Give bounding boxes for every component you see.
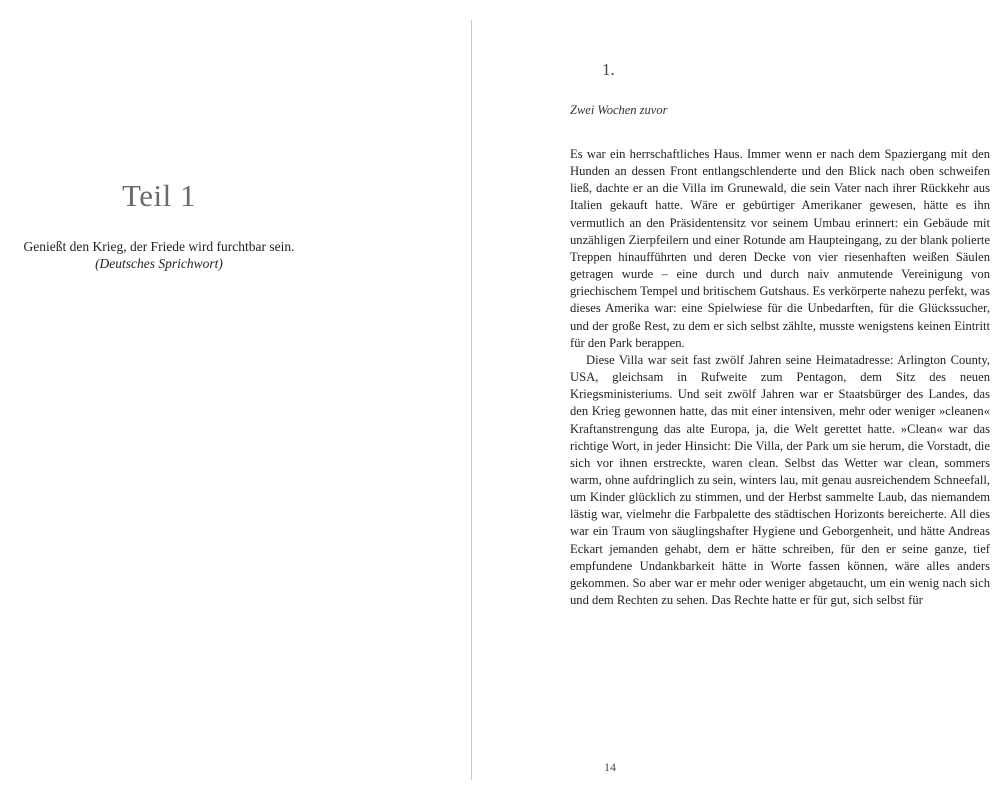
page-number: 14 — [604, 760, 616, 774]
paragraph-2: Diese Villa war seit fast zwölf Jahren seine Heimatadresse: Arlington County, USA, gleichsam in Rufweite zum Pentagon, dem Sitz des neuen Kriegsministeriums. Und seit zwölf Jahren war er Staatsbürger des Landes, das den Krieg gewonnen hatte, das mit einer intensiven, mehr oder weniger »cleanen« Kraftanstrengung das alte Europa, ja, die Welt gerettet hatte. »Clean« war das richtige Wort, in jeder Hinsicht: Die Villa, der Park um sie herum, die Vorstadt, die sich vor ihnen erstreckte, waren clean. Selbst das Wetter war clean, sommers warm, ohne aufdringlich zu sein, winters lau, mit genau ausreichendem Schneefall, um Kinder glücklich zu stimmen, und der Herbst sammelte Laub, das niemandem lästig war, vielmehr die Farbpalette des städtischen Horizonts bereicherte. All dies war ein Traum von säuglingshafter Hygiene und Geborgenheit, und hätte Andreas Eckart jemanden gehabt, dem er hätte schreiben, für den er seine ganze, tief empfundene Undankbarkeit hätte in Worte fassen können, wäre alles anders gekommen. So aber war er mehr oder weniger abgetaucht, um ein wenig nach sich und dem Rechten zu sehen. Das Rechte hatte er für gut, sich selbst für — [570, 352, 990, 608]
body-text — [570, 146, 990, 609]
epigraph-source: (Deutsches Sprichwort) — [95, 256, 223, 271]
paragraph-1: Es war ein herrschaftliches Haus. Immer wenn er nach dem Spaziergang mit den Hunden an dessen Front entlangschlenderte und den Blick nach oben schweifen ließ, dachte er an die Villa im Grunewald, die sein Vater nach ihrer Rückkehr aus Italien gekauft hatte. Wäre er gebürtiger Amerikaner gewesen, hätte es ihn vermutlich an den Präsidentensitz vor seinem Umbau erinnert: ein Gebäude mit unzähligen Zierpfeilern und einer Rotunde am Haupteingang, zu der blank polierte Treppen hinaufführten und deren Decke von vier riesenhaften weißen Säulen getragen wurde – eine durch und durch naiv anmutende Vereinigung von griechischem Tempel und britischem Gutshaus. Es verkörperte nahezu perfekt, was dieses Amerika war: eine Spielwiese für die Unbedarften, für die Glückssucher, und der große Rest, zu dem er sich selbst zählte, musste wenigstens keinen Eintritt für den Park berappen. — [570, 147, 990, 350]
right-page — [472, 0, 1000, 800]
chapter-number: 1. — [602, 60, 615, 79]
epigraph-quote: Genießt den Krieg, der Friede wird furchtbar sein. — [23, 239, 295, 254]
part-title: Teil 1 — [121, 178, 196, 213]
left-page — [0, 0, 470, 800]
epigraph — [0, 238, 318, 272]
chapter-subtitle: Zwei Wochen zuvor — [570, 103, 668, 117]
